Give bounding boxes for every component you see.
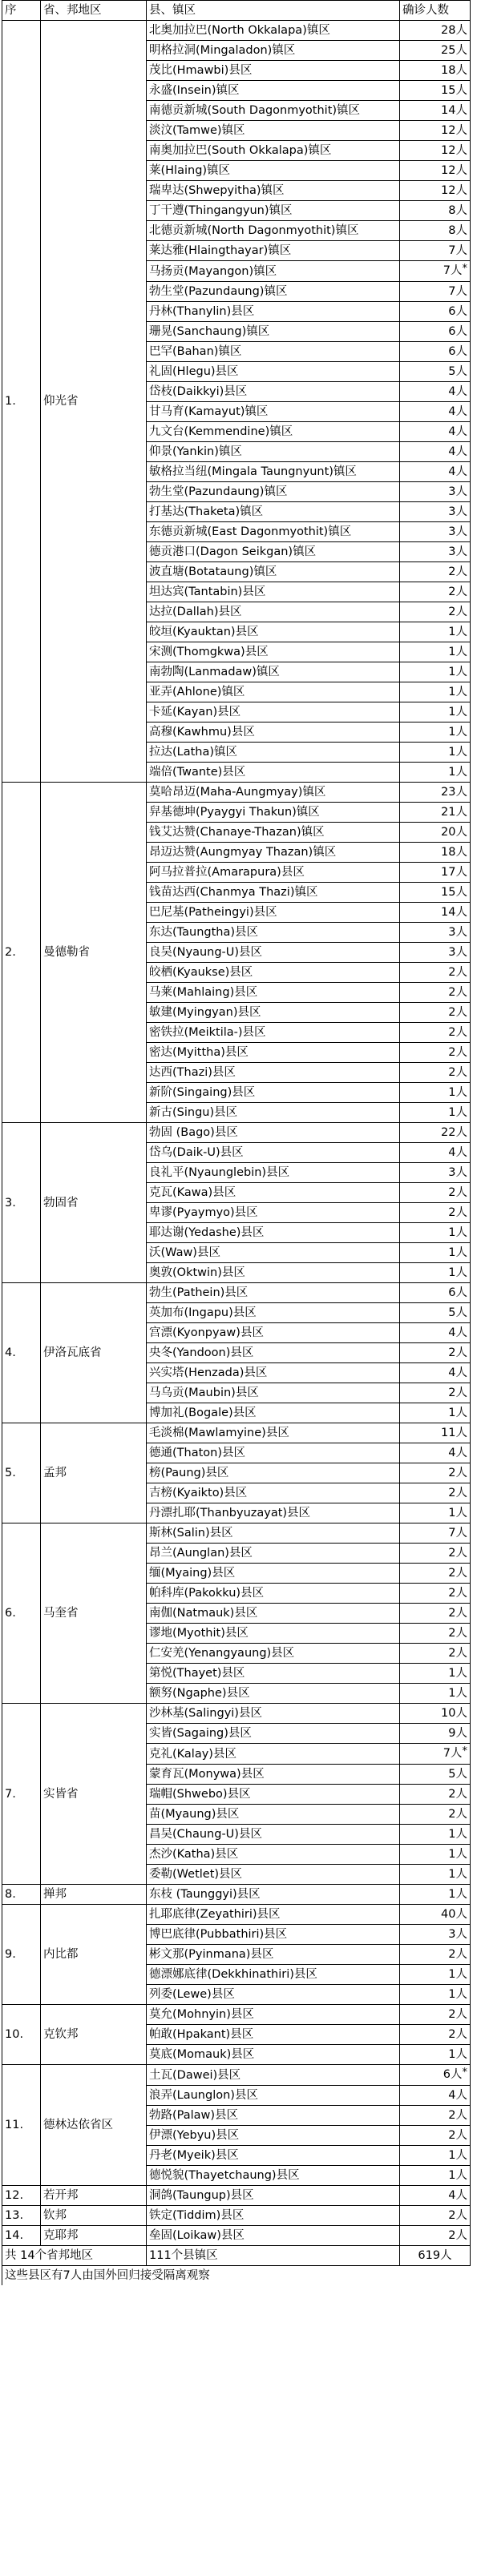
case-count: 1人 xyxy=(400,1403,471,1423)
district-name: 德漂娜底律(Dekkhinathiri)县区 xyxy=(147,1965,400,1985)
district-name: 达拉(Dallah)县区 xyxy=(147,602,400,622)
district-name: 额努(Ngaphe)县区 xyxy=(147,1684,400,1704)
district-name: 彬文那(Pyinmana)县区 xyxy=(147,1945,400,1965)
case-count: 1人 xyxy=(400,622,471,642)
district-name: 宋测(Thomgkwa)县区 xyxy=(147,642,400,662)
case-count: 3人 xyxy=(400,522,471,542)
case-count: 2人 xyxy=(400,1483,471,1503)
district-name: 莱达雅(Hlaingthayar)镇区 xyxy=(147,241,400,261)
district-name: 缅(Myaing)县区 xyxy=(147,1564,400,1584)
district-name: 博加礼(Bogale)县区 xyxy=(147,1403,400,1423)
case-count: 1人 xyxy=(400,1885,471,1905)
case-count: 23人 xyxy=(400,783,471,803)
case-count: 2人 xyxy=(400,2025,471,2045)
district-name: 央冬(Yandoon)县区 xyxy=(147,1343,400,1363)
case-count: 3人 xyxy=(400,482,471,502)
district-name: 敏格拉当纽(Mingala Taungnyunt)镇区 xyxy=(147,462,400,482)
district-name: 丹林(Thanylin)县区 xyxy=(147,302,400,322)
case-count: 3人 xyxy=(400,542,471,562)
group-number: 5. xyxy=(2,1423,41,1523)
district-name: 伊漂(Yebyu)县区 xyxy=(147,2126,400,2146)
district-name: 奥敦(Oktwin)县区 xyxy=(147,1263,400,1283)
case-count: 2人 xyxy=(400,1805,471,1825)
case-count: 2人 xyxy=(400,2206,471,2226)
district-name: 达西(Thazi)县区 xyxy=(147,1063,400,1083)
case-count: 2人 xyxy=(400,1063,471,1083)
state-name: 德林达依省区 xyxy=(41,2065,147,2186)
case-count: 1人 xyxy=(400,1083,471,1103)
case-count: 1人 xyxy=(400,2166,471,2186)
case-count: 2人 xyxy=(400,1644,471,1664)
district-name: 勃固 (Bago)县区 xyxy=(147,1123,400,1143)
header-count: 确诊人数 xyxy=(400,1,471,21)
district-name: 实皆(Sagaing)县区 xyxy=(147,1724,400,1744)
district-name: 吉榜(Kyaikto)县区 xyxy=(147,1483,400,1503)
table-row xyxy=(2,2186,471,2206)
case-count: 1人 xyxy=(400,1503,471,1523)
district-name: 耶达谢(Yedashe)县区 xyxy=(147,1223,400,1243)
case-count: 2人 xyxy=(400,1003,471,1023)
case-count: 6人 xyxy=(400,1283,471,1303)
case-count: 22人 xyxy=(400,1123,471,1143)
district-name: 南勃陶(Lanmadaw)镇区 xyxy=(147,662,400,682)
state-name: 克耶邦 xyxy=(41,2226,147,2246)
district-name: 甘马育(Kamayut)镇区 xyxy=(147,402,400,422)
district-name: 垒固(Loikaw)县区 xyxy=(147,2226,400,2246)
district-name: 勃生堂(Pazundaung)镇区 xyxy=(147,482,400,502)
case-count: 8人 xyxy=(400,201,471,221)
district-name: 杰沙(Katha)县区 xyxy=(147,1845,400,1865)
district-name: 打基达(Thaketa)镇区 xyxy=(147,502,400,522)
group-number: 11. xyxy=(2,2065,41,2186)
covid-case-table xyxy=(2,0,471,2285)
case-count: 3人 xyxy=(400,502,471,522)
table-row xyxy=(2,1423,471,1443)
case-count: 2人 xyxy=(400,1203,471,1223)
district-name: 英加布(Ingapu)县区 xyxy=(147,1303,400,1323)
case-count: 4人 xyxy=(400,1363,471,1383)
case-count: 1人 xyxy=(400,763,471,783)
district-name: 卑谬(Pyaymyo)县区 xyxy=(147,1203,400,1223)
state-name: 内比都 xyxy=(41,1905,147,2005)
case-count: 1人 xyxy=(400,2045,471,2065)
district-name: 密达(Myittha)县区 xyxy=(147,1043,400,1063)
case-count: 2人 xyxy=(400,1043,471,1063)
total-districts: 111个县镇区 xyxy=(147,2246,400,2266)
district-name: 永盛(Insein)镇区 xyxy=(147,81,400,101)
case-count: 2人 xyxy=(400,1544,471,1564)
case-count: 15人 xyxy=(400,81,471,101)
table-row xyxy=(2,2206,471,2226)
case-count: 6人* xyxy=(400,2065,471,2086)
table-row xyxy=(2,1283,471,1303)
case-count: 15人 xyxy=(400,883,471,903)
case-count: 2人 xyxy=(400,1624,471,1644)
district-name: 勃生堂(Pazundaung)镇区 xyxy=(147,282,400,302)
state-name: 马奎省 xyxy=(41,1523,147,1704)
district-name: 新古(Singu)县区 xyxy=(147,1103,400,1123)
case-count: 2人 xyxy=(400,1945,471,1965)
case-count: 11人 xyxy=(400,1423,471,1443)
district-name: 明格拉洞(Mingaladon)镇区 xyxy=(147,41,400,61)
case-count: 2人 xyxy=(400,2106,471,2126)
case-count: 14人 xyxy=(400,101,471,121)
district-name: 斯林(Salin)县区 xyxy=(147,1523,400,1544)
district-name: 瑞卑达(Shwepyitha)镇区 xyxy=(147,181,400,201)
district-name: 浪弄(Launglon)县区 xyxy=(147,2086,400,2106)
case-count: 7人* xyxy=(400,1744,471,1765)
case-count: 1人 xyxy=(400,702,471,722)
case-count: 1人 xyxy=(400,662,471,682)
state-name: 孟邦 xyxy=(41,1423,147,1523)
district-name: 坦达宾(Tantabin)县区 xyxy=(147,582,400,602)
state-name: 若开邦 xyxy=(41,2186,147,2206)
case-count: 4人 xyxy=(400,1443,471,1463)
district-name: 良礼平(Nyaunglebin)县区 xyxy=(147,1163,400,1183)
case-count: 18人 xyxy=(400,61,471,81)
case-count: 3人 xyxy=(400,1925,471,1945)
group-number: 2. xyxy=(2,783,41,1123)
case-count: 1人 xyxy=(400,743,471,763)
case-count: 2人 xyxy=(400,2126,471,2146)
case-count: 1人 xyxy=(400,682,471,702)
table-row xyxy=(2,2065,471,2086)
case-count: 12人 xyxy=(400,161,471,181)
district-name: 兴实塔(Henzada)县区 xyxy=(147,1363,400,1383)
district-name: 苗(Myaung)县区 xyxy=(147,1805,400,1825)
case-count: 20人 xyxy=(400,823,471,843)
district-name: 东德贡新城(East Dagonmyothit)镇区 xyxy=(147,522,400,542)
table-row xyxy=(2,1885,471,1905)
group-number: 6. xyxy=(2,1523,41,1704)
state-name: 曼德勒省 xyxy=(41,783,147,1123)
case-count: 7人 xyxy=(400,1523,471,1544)
district-name: 沙林基(Salingyi)县区 xyxy=(147,1704,400,1724)
case-count: 6人 xyxy=(400,302,471,322)
case-count: 2人 xyxy=(400,1023,471,1043)
district-name: 岱枝(Daikkyi)县区 xyxy=(147,382,400,402)
case-count: 2人 xyxy=(400,2226,471,2246)
district-name: 淡汶(Tamwe)镇区 xyxy=(147,121,400,141)
case-count: 2人 xyxy=(400,582,471,602)
case-count: 8人 xyxy=(400,221,471,241)
district-name: 亚弄(Ahlone)镇区 xyxy=(147,682,400,702)
district-name: 宫漂(Kyonpyaw)县区 xyxy=(147,1323,400,1343)
table-body xyxy=(2,21,471,2246)
table-row xyxy=(2,1123,471,1143)
case-count: 18人 xyxy=(400,843,471,863)
table-row xyxy=(2,1704,471,1724)
case-count: 6人 xyxy=(400,322,471,342)
district-name: 勃路(Palaw)县区 xyxy=(147,2106,400,2126)
case-count: 1人 xyxy=(400,722,471,743)
asterisk-mark: * xyxy=(462,263,467,275)
district-name: 丁干遵(Thingangyun)镇区 xyxy=(147,201,400,221)
case-count: 25人 xyxy=(400,41,471,61)
case-count: 1人 xyxy=(400,1684,471,1704)
case-count: 5人 xyxy=(400,1765,471,1785)
district-name: 昌吴(Chaung-U)县区 xyxy=(147,1825,400,1845)
case-count: 10人 xyxy=(400,1704,471,1724)
case-count: 3人 xyxy=(400,923,471,943)
header-no: 序 xyxy=(2,1,41,21)
district-name: 帕科库(Pakokku)县区 xyxy=(147,1584,400,1604)
district-name: 钱艾达赞(Chanaye-Thazan)镇区 xyxy=(147,823,400,843)
table-row xyxy=(2,21,471,41)
district-name: 榜(Paung)县区 xyxy=(147,1463,400,1483)
case-count: 2人 xyxy=(400,1584,471,1604)
state-name: 钦邦 xyxy=(41,2206,147,2226)
case-count: 2人 xyxy=(400,2005,471,2025)
case-count: 9人 xyxy=(400,1724,471,1744)
table-row xyxy=(2,783,471,803)
asterisk-mark: * xyxy=(462,2067,467,2079)
district-name: 密铁拉(Meiktila-)县区 xyxy=(147,1023,400,1043)
case-count: 3人 xyxy=(400,943,471,963)
case-count: 17人 xyxy=(400,863,471,883)
table-row xyxy=(2,1523,471,1544)
case-count: 1人 xyxy=(400,1985,471,2005)
district-name: 巴尼基(Patheingyi)县区 xyxy=(147,903,400,923)
case-count: 4人 xyxy=(400,1323,471,1343)
district-name: 克瓦(Kawa)县区 xyxy=(147,1183,400,1203)
district-name: 拉达(Latha)镇区 xyxy=(147,743,400,763)
table-row xyxy=(2,2226,471,2246)
case-count: 5人 xyxy=(400,1303,471,1323)
case-count: 1人 xyxy=(400,1865,471,1885)
case-count: 2人 xyxy=(400,983,471,1003)
table-row xyxy=(2,2005,471,2025)
district-name: 北奥加拉巴(North Okkalapa)镇区 xyxy=(147,21,400,41)
group-number: 3. xyxy=(2,1123,41,1283)
group-number: 8. xyxy=(2,1885,41,1905)
case-count: 5人 xyxy=(400,362,471,382)
case-count: 1人 xyxy=(400,1103,471,1123)
header-district: 县、镇区 xyxy=(147,1,400,21)
district-name: 礼固(Hlegu)县区 xyxy=(147,362,400,382)
case-count: 4人 xyxy=(400,442,471,462)
case-count: 4人 xyxy=(400,2086,471,2106)
group-number: 12. xyxy=(2,2186,41,2206)
district-name: 端倍(Twante)县区 xyxy=(147,763,400,783)
district-name: 良吴(Nyaung-U)县区 xyxy=(147,943,400,963)
case-count: 21人 xyxy=(400,803,471,823)
state-name: 实皆省 xyxy=(41,1704,147,1885)
case-count: 4人 xyxy=(400,1143,471,1163)
district-name: 舁基德坤(Pyaygyi Thakun)镇区 xyxy=(147,803,400,823)
group-number: 14. xyxy=(2,2226,41,2246)
case-count: 4人 xyxy=(400,402,471,422)
district-name: 南德贡新城(South Dagonmyothit)镇区 xyxy=(147,101,400,121)
district-name: 扎耶底律(Zeyathiri)县区 xyxy=(147,1905,400,1925)
district-name: 丹漂扎耶(Thanbyuzayat)县区 xyxy=(147,1503,400,1523)
case-count: 2人 xyxy=(400,562,471,582)
district-name: 谬地(Myothit)县区 xyxy=(147,1624,400,1644)
case-count: 2人 xyxy=(400,963,471,983)
district-name: 昂迈达赞(Aungmyay Thazan)镇区 xyxy=(147,843,400,863)
district-name: 丹老(Myeik)县区 xyxy=(147,2146,400,2166)
header-state: 省、邦地区 xyxy=(41,1,147,21)
district-name: 南奥加拉巴(South Okkalapa)镇区 xyxy=(147,141,400,161)
district-name: 南伽(Natmauk)县区 xyxy=(147,1604,400,1624)
district-name: 德贡港口(Dagon Seikgan)镇区 xyxy=(147,542,400,562)
case-count: 1人 xyxy=(400,1845,471,1865)
case-count: 2人 xyxy=(400,1343,471,1363)
district-name: 波直塘(Botataung)镇区 xyxy=(147,562,400,582)
case-count: 4人 xyxy=(400,382,471,402)
case-count: 4人 xyxy=(400,422,471,442)
district-name: 帕敢(Hpakant)县区 xyxy=(147,2025,400,2045)
case-count: 7人* xyxy=(400,261,471,282)
district-name: 昂兰(Aunglan)县区 xyxy=(147,1544,400,1564)
district-name: 蒙育瓦(Monywa)县区 xyxy=(147,1765,400,1785)
district-name: 新阶(Singaing)县区 xyxy=(147,1083,400,1103)
district-name: 皎栖(Kyaukse)县区 xyxy=(147,963,400,983)
district-name: 马乌贡(Maubin)县区 xyxy=(147,1383,400,1403)
district-name: 委勒(Wetlet)县区 xyxy=(147,1865,400,1885)
case-count: 3人 xyxy=(400,1163,471,1183)
case-count: 7人 xyxy=(400,282,471,302)
group-number: 4. xyxy=(2,1283,41,1423)
case-count: 1人 xyxy=(400,642,471,662)
district-name: 卡延(Kayan)县区 xyxy=(147,702,400,722)
case-count: 2人 xyxy=(400,1463,471,1483)
district-name: 茂比(Hmawbi)县区 xyxy=(147,61,400,81)
state-name: 勃固省 xyxy=(41,1123,147,1283)
case-count: 7人 xyxy=(400,241,471,261)
district-name: 洞鸽(Taungup)县区 xyxy=(147,2186,400,2206)
district-name: 沃(Waw)县区 xyxy=(147,1243,400,1263)
district-name: 马莱(Mahlaing)县区 xyxy=(147,983,400,1003)
district-name: 阿马拉普拉(Amarapura)县区 xyxy=(147,863,400,883)
case-count: 2人 xyxy=(400,1604,471,1624)
case-count: 4人 xyxy=(400,462,471,482)
district-name: 莱(Hlaing)镇区 xyxy=(147,161,400,181)
group-number: 9. xyxy=(2,1905,41,2005)
table-header-row xyxy=(2,1,471,21)
case-count: 1人 xyxy=(400,1825,471,1845)
district-name: 土瓦(Dawei)县区 xyxy=(147,2065,400,2086)
total-count: 619人 xyxy=(400,2246,471,2266)
case-count: 1人 xyxy=(400,1243,471,1263)
total-row xyxy=(2,2246,471,2266)
case-count: 28人 xyxy=(400,21,471,41)
group-number: 10. xyxy=(2,2005,41,2065)
case-count: 2人 xyxy=(400,1183,471,1203)
table-row xyxy=(2,1905,471,1925)
district-name: 莫允(Mohnyin)县区 xyxy=(147,2005,400,2025)
district-name: 德悦貌(Thayetchaung)县区 xyxy=(147,2166,400,2186)
group-number: 7. xyxy=(2,1704,41,1885)
asterisk-mark: * xyxy=(462,1745,467,1757)
case-count: 1人 xyxy=(400,1965,471,1985)
district-name: 瑞帽(Shwebo)县区 xyxy=(147,1785,400,1805)
district-name: 东达(Taungtha)县区 xyxy=(147,923,400,943)
case-count: 2人 xyxy=(400,602,471,622)
district-name: 毛淡棉(Mawlamyine)县区 xyxy=(147,1423,400,1443)
district-name: 莫哈昂迈(Maha-Aungmyay)镇区 xyxy=(147,783,400,803)
district-name: 钱苗达西(Chanmya Thazi)镇区 xyxy=(147,883,400,903)
district-name: 敏建(Myingyan)县区 xyxy=(147,1003,400,1023)
case-count: 12人 xyxy=(400,141,471,161)
case-count: 2人 xyxy=(400,1785,471,1805)
district-name: 马扬贡(Mayangon)镇区 xyxy=(147,261,400,282)
case-count: 40人 xyxy=(400,1905,471,1925)
district-name: 莫底(Momauk)县区 xyxy=(147,2045,400,2065)
district-name: 北德贡新城(North Dagonmyothit)镇区 xyxy=(147,221,400,241)
district-name: 高穆(Kawhmu)县区 xyxy=(147,722,400,743)
state-name: 仰光省 xyxy=(41,21,147,783)
footnote: 这些县区有7人由国外回归接受隔离观察 xyxy=(2,2266,471,2286)
case-count: 12人 xyxy=(400,181,471,201)
district-name: 珊晃(Sanchaung)镇区 xyxy=(147,322,400,342)
district-name: 勃生(Pathein)县区 xyxy=(147,1283,400,1303)
district-name: 仰景(Yankin)镇区 xyxy=(147,442,400,462)
case-count: 12人 xyxy=(400,121,471,141)
district-name: 仁安羌(Yenangyaung)县区 xyxy=(147,1644,400,1664)
state-name: 掸邦 xyxy=(41,1885,147,1905)
district-name: 列委(Lewe)县区 xyxy=(147,1985,400,2005)
district-name: 第悦(Thayet)县区 xyxy=(147,1664,400,1684)
district-name: 东枝 (Taunggyi)县区 xyxy=(147,1885,400,1905)
total-label: 共 14个省邦地区 xyxy=(2,2246,147,2266)
district-name: 巴罕(Bahan)镇区 xyxy=(147,342,400,362)
district-name: 皎垣(Kyauktan)县区 xyxy=(147,622,400,642)
district-name: 博巴底律(Pubbathiri)县区 xyxy=(147,1925,400,1945)
footnote-row xyxy=(2,2266,471,2286)
district-name: 岱乌(Daik-U)县区 xyxy=(147,1143,400,1163)
case-count: 1人 xyxy=(400,1664,471,1684)
district-name: 克礼(Kalay)县区 xyxy=(147,1744,400,1765)
case-count: 2人 xyxy=(400,1383,471,1403)
district-name: 铁定(Tiddim)县区 xyxy=(147,2206,400,2226)
state-name: 伊洛瓦底省 xyxy=(41,1283,147,1423)
state-name: 克钦邦 xyxy=(41,2005,147,2065)
case-count: 1人 xyxy=(400,1263,471,1283)
district-name: 德通(Thaton)县区 xyxy=(147,1443,400,1463)
group-number: 13. xyxy=(2,2206,41,2226)
case-count: 1人 xyxy=(400,1223,471,1243)
case-count: 4人 xyxy=(400,2186,471,2206)
district-name: 九文台(Kemmendine)镇区 xyxy=(147,422,400,442)
case-count: 6人 xyxy=(400,342,471,362)
case-count: 14人 xyxy=(400,903,471,923)
case-count: 2人 xyxy=(400,1564,471,1584)
case-count: 1人 xyxy=(400,2146,471,2166)
group-number: 1. xyxy=(2,21,41,783)
